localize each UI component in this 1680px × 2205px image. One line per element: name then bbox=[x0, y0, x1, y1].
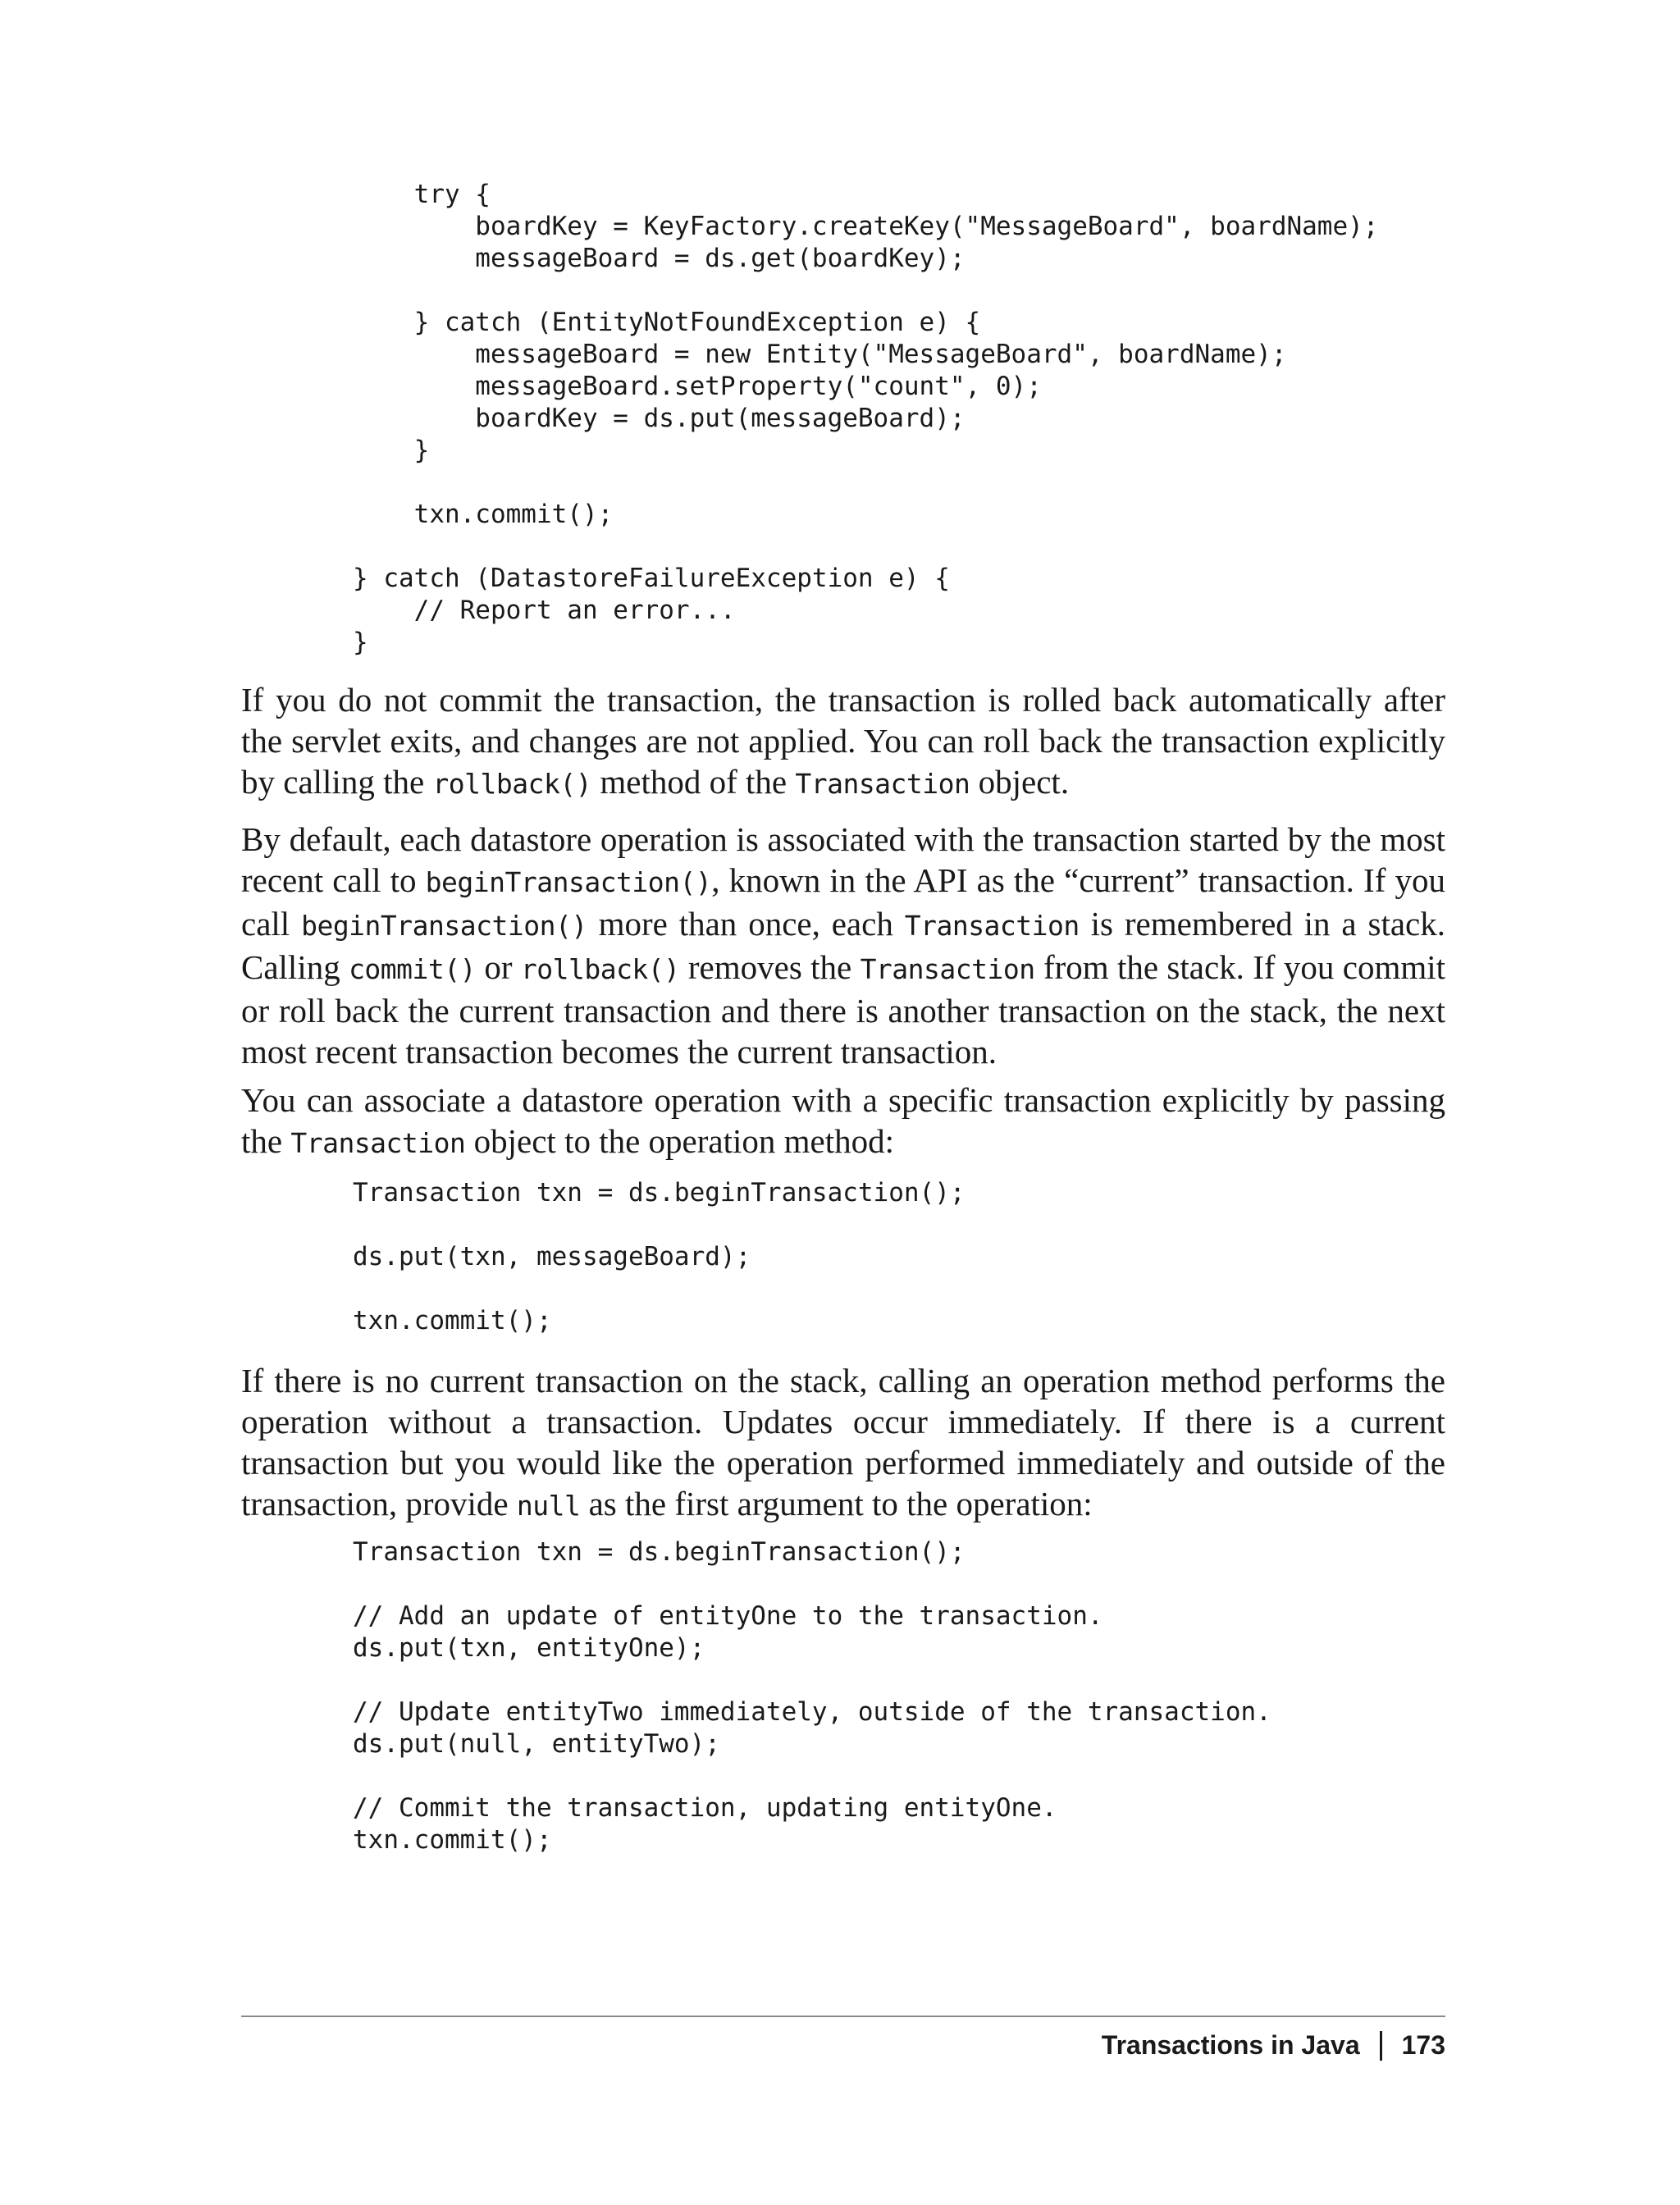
footer-separator bbox=[1380, 2031, 1382, 2061]
inline-code: Transaction bbox=[795, 768, 970, 800]
code-line: Transaction txn = ds.beginTransaction(); bbox=[353, 1178, 966, 1208]
code-line: boardKey = ds.put(messageBoard); bbox=[353, 404, 966, 433]
paragraph-rollback bbox=[241, 679, 1445, 805]
code-line: messageBoard.setProperty("count", 0); bbox=[353, 372, 1042, 401]
text-run: more than once, each bbox=[587, 905, 905, 943]
inline-code: Transaction bbox=[290, 1127, 466, 1159]
code-line: txn.commit(); bbox=[353, 1825, 552, 1855]
code-block-explicit-txn bbox=[353, 1177, 966, 1337]
code-line: ds.put(null, entityTwo); bbox=[353, 1729, 720, 1759]
footer-divider bbox=[241, 2016, 1445, 2017]
code-line bbox=[353, 1568, 1271, 1600]
inline-code: rollback() bbox=[520, 953, 680, 985]
code-line bbox=[353, 1209, 966, 1241]
code-line: // Report an error... bbox=[353, 596, 736, 625]
code-line bbox=[353, 1760, 1271, 1792]
code-line: messageBoard = new Entity("MessageBoard", boardName); bbox=[353, 340, 1287, 369]
code-line bbox=[353, 531, 1378, 563]
code-line: try { bbox=[353, 180, 491, 209]
code-line bbox=[353, 275, 1378, 307]
code-line: } catch (DatastoreFailureException e) { bbox=[353, 564, 950, 593]
code-line bbox=[353, 1273, 966, 1305]
code-line: } bbox=[353, 436, 430, 465]
text-run: You can associate a datastore operation with a specific transaction explicitly by passing the bbox=[241, 1081, 1445, 1160]
text-run: or bbox=[476, 948, 521, 986]
code-line: txn.commit(); bbox=[353, 500, 614, 529]
paragraph-explicit-transaction bbox=[241, 1080, 1445, 1164]
page-number: 173 bbox=[1401, 2030, 1445, 2060]
text-run: as the first argument to the operation: bbox=[580, 1485, 1093, 1522]
code-block-try-catch bbox=[353, 179, 1378, 659]
code-line: txn.commit(); bbox=[353, 1306, 552, 1335]
text-run: from the stack. If you commit or roll back the current transaction and there is another transaction on the stack, the next most recent transaction becomes the current transaction. bbox=[241, 948, 1446, 1071]
code-line: messageBoard = ds.get(boardKey); bbox=[353, 244, 966, 273]
code-line: ds.put(txn, messageBoard); bbox=[353, 1242, 751, 1271]
text-run: object to the operation method: bbox=[465, 1122, 895, 1160]
text-run: object. bbox=[970, 763, 1070, 801]
code-line: ds.put(txn, entityOne); bbox=[353, 1633, 705, 1663]
code-block-null-txn bbox=[353, 1536, 1271, 1856]
text-run: By default, each datastore operation is associated with the transaction started by the most recent call to bbox=[241, 820, 1445, 899]
paragraph-current-transaction bbox=[241, 819, 1445, 1072]
code-line: Transaction txn = ds.beginTransaction(); bbox=[353, 1537, 966, 1567]
inline-code: rollback() bbox=[432, 768, 592, 800]
code-line: // Commit the transaction, updating entityOne. bbox=[353, 1793, 1057, 1823]
code-line: } bbox=[353, 628, 368, 657]
text-run: removes the bbox=[679, 948, 861, 986]
text-run: If there is no current transaction on the stack, calling an operation method performs the operation without a transaction. Updates occur immediately. If there is a current transaction but you would like the operation performed immediately and outside of the transaction, provide bbox=[241, 1362, 1445, 1522]
text-run: If you do not commit the transaction, the transaction is rolled back automatically after the servlet exits, and changes are not applied. You can roll back the transaction explicitly by calling the bbox=[241, 681, 1445, 801]
code-line bbox=[353, 467, 1378, 499]
code-line: } catch (EntityNotFoundException e) { bbox=[353, 308, 981, 337]
code-line: // Update entityTwo immediately, outside of the transaction. bbox=[353, 1697, 1271, 1727]
text-run: , known in the API as the “current” transaction. If you call bbox=[241, 861, 1445, 943]
code-line bbox=[353, 1664, 1271, 1696]
inline-code: null bbox=[516, 1490, 581, 1522]
inline-code: Transaction bbox=[904, 910, 1080, 942]
text-run: method of the bbox=[591, 763, 796, 801]
code-line: // Add an update of entityOne to the transaction. bbox=[353, 1601, 1103, 1631]
inline-code: commit() bbox=[349, 953, 477, 985]
code-line: boardKey = KeyFactory.createKey("MessageBoard", boardName); bbox=[353, 212, 1379, 241]
text-run: is remembered in a stack. Calling bbox=[241, 905, 1446, 986]
running-footer-title: Transactions in Java bbox=[1101, 2030, 1360, 2060]
inline-code: beginTransaction() bbox=[301, 910, 587, 942]
inline-code: Transaction bbox=[860, 953, 1035, 985]
page-footer bbox=[1102, 2030, 1445, 2061]
paragraph-null-transaction bbox=[241, 1360, 1445, 1527]
inline-code: beginTransaction() bbox=[425, 866, 712, 898]
